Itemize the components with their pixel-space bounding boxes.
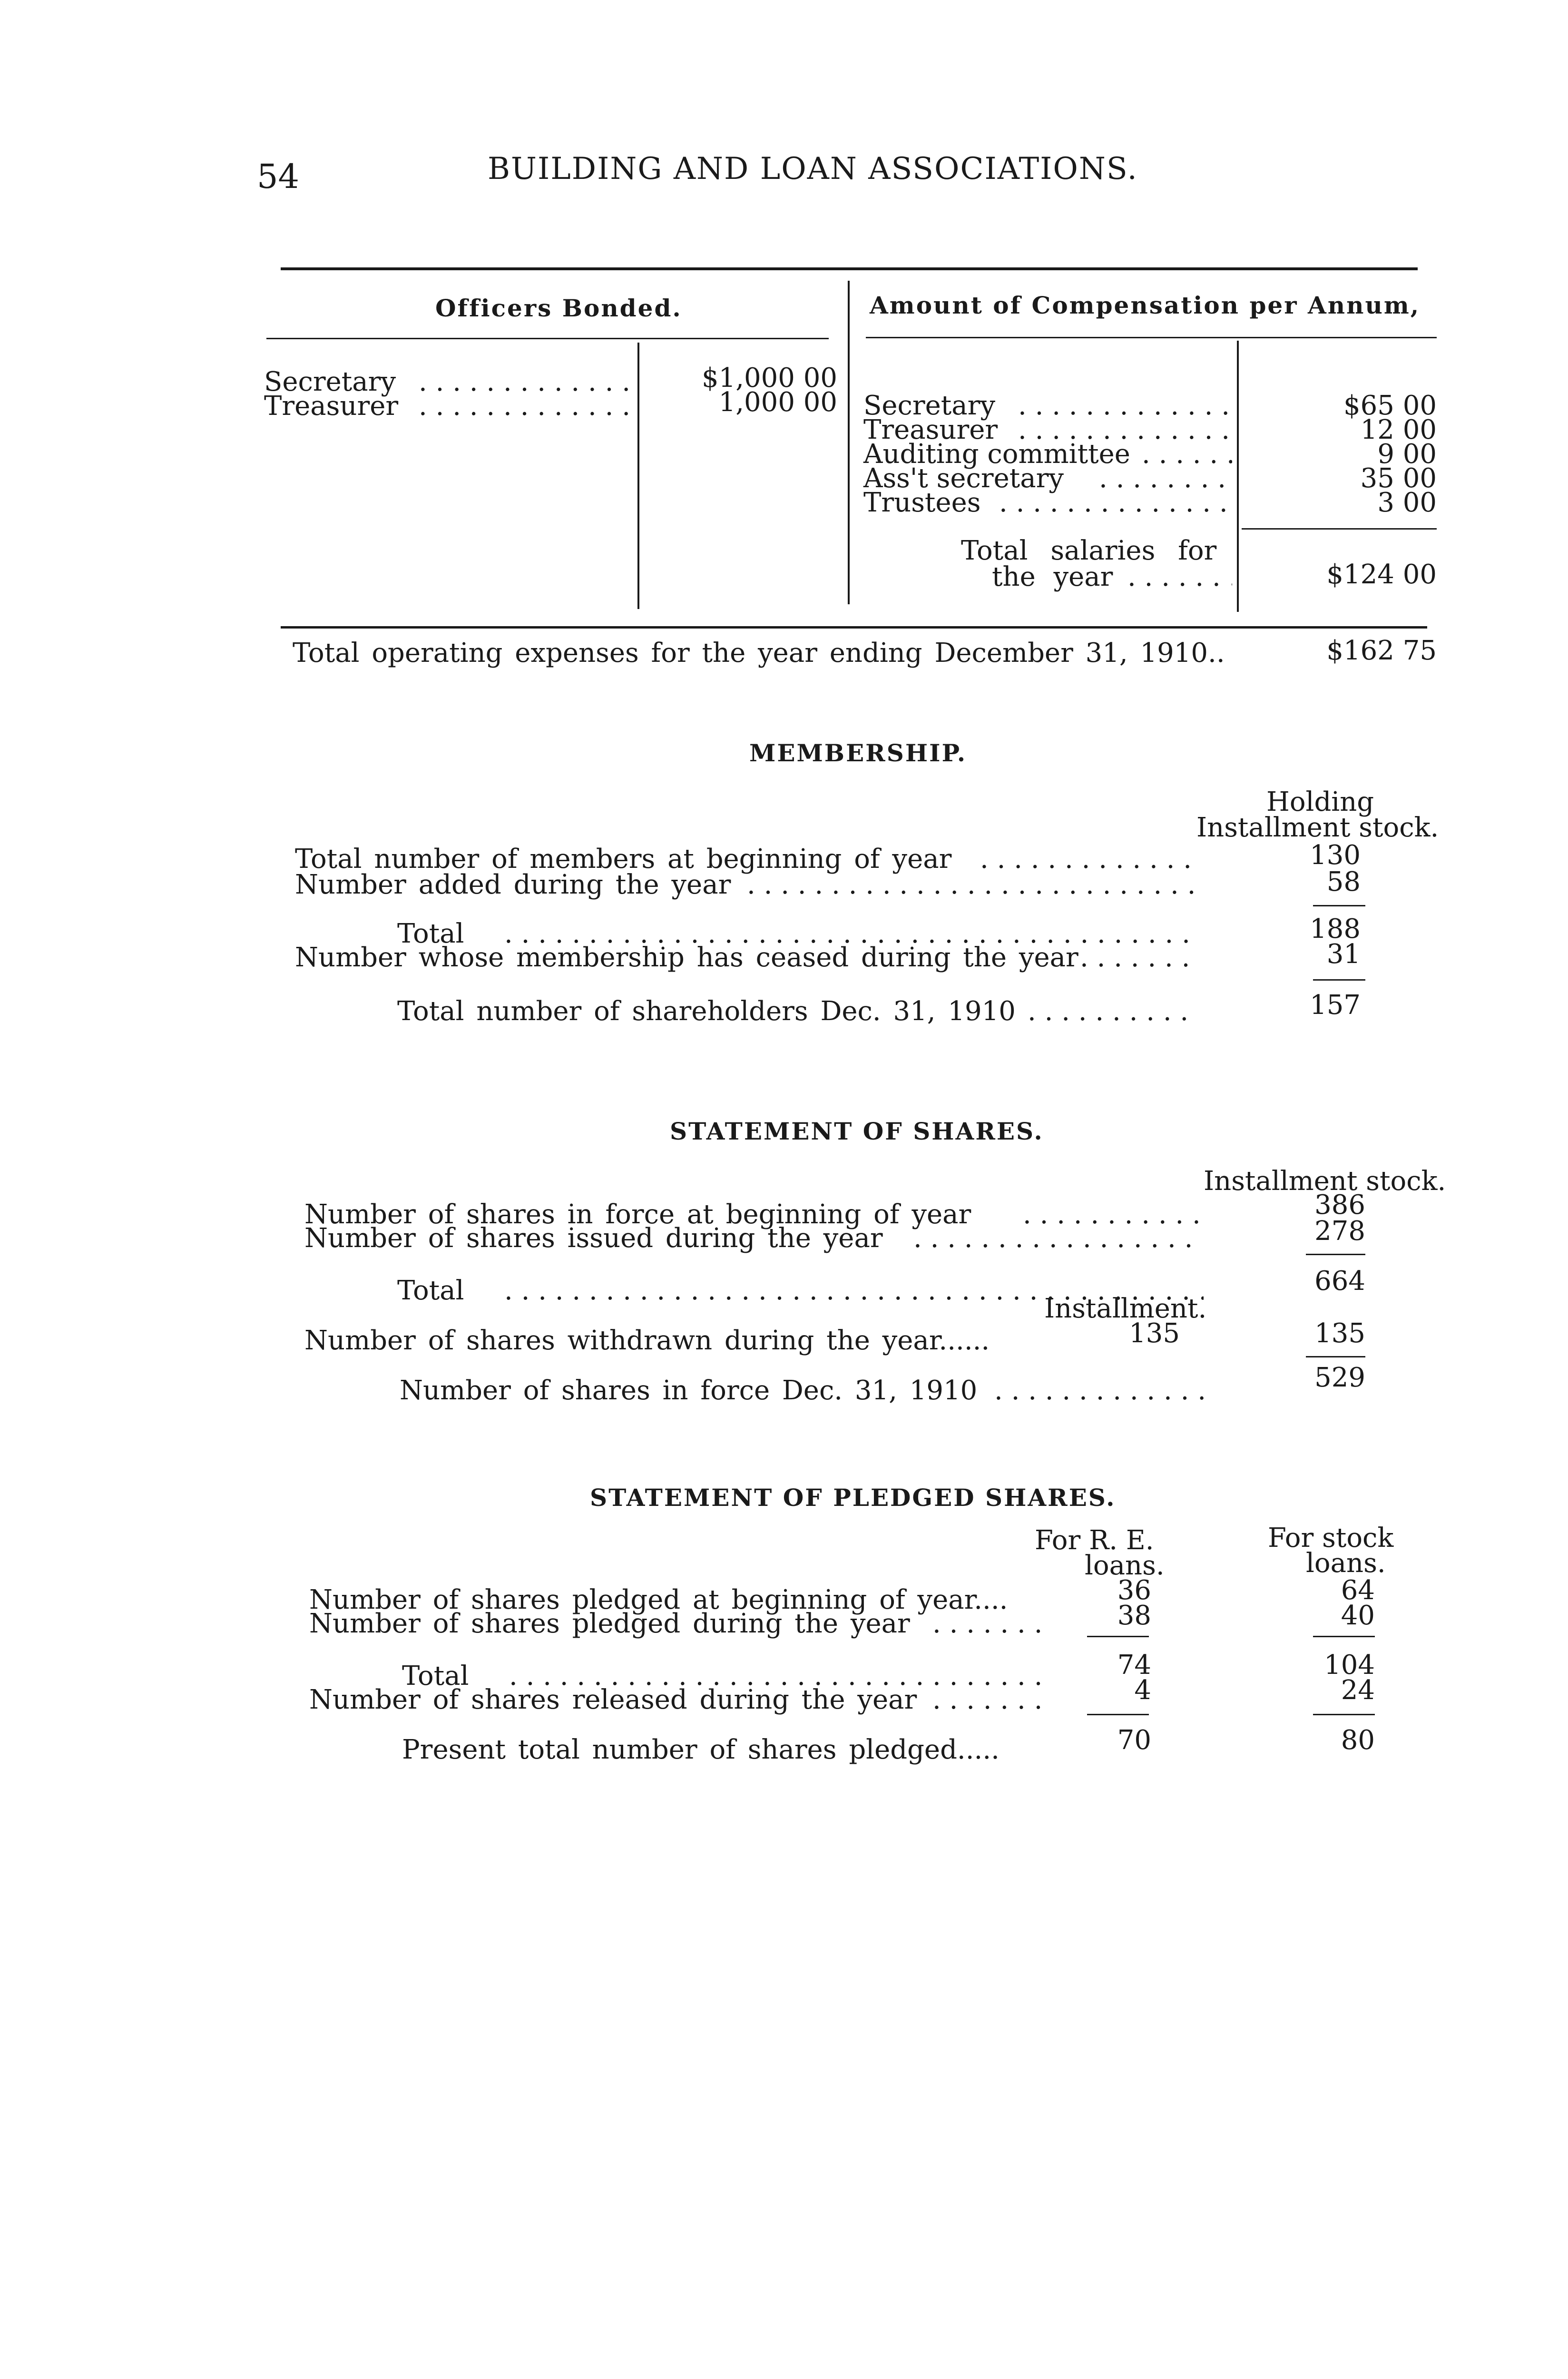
membership-sum-rule [1313, 905, 1365, 906]
officers-row-treasurer-label: Treasurer [264, 391, 399, 422]
shares-row-label: Number of shares in force at beginning of year [304, 1199, 971, 1230]
pledged-row-label: Total [402, 1661, 469, 1691]
pledged-sum-rule-stock [1313, 1636, 1375, 1637]
shares-sum-rule [1306, 1254, 1365, 1255]
membership-row-label: Number whose membership has ceased during the year [295, 942, 1078, 973]
comp-total-label-line2: the year [992, 561, 1113, 592]
shares-row-label: Number of shares withdrawn during the year...... [304, 1325, 990, 1356]
shares-heading: STATEMENT OF SHARES. [670, 1117, 1044, 1145]
shares-row-value: 386 [1314, 1190, 1365, 1220]
compensation-heading-rule [866, 337, 1437, 338]
officers-row-secretary-amount: $1,000 00 [701, 363, 837, 393]
running-title: BUILDING AND LOAN ASSOCIATIONS. [488, 151, 1138, 187]
pledged-row-stock-value: 40 [1341, 1600, 1375, 1631]
comp-row-amount: $65 00 [1343, 390, 1437, 421]
membership-row-label: Number added during the year [295, 869, 731, 900]
membership-row-value: 58 [1326, 866, 1361, 897]
membership-row-label: Total number of members at beginning of year [295, 844, 952, 875]
operating-expenses-amount: $162 75 [1326, 635, 1437, 666]
leader-dots [1080, 944, 1199, 971]
comp-row-label: Secretary [863, 390, 996, 421]
leader-dots [747, 872, 1199, 898]
leader-dots [1018, 393, 1232, 419]
membership-row-label: Total number of shareholders Dec. 31, 1910 [397, 996, 1016, 1027]
membership-sum-rule [1313, 979, 1365, 981]
pledged-col1-header-line2: loans. [1085, 1550, 1165, 1581]
shares-row-inner-value: 135 [1129, 1318, 1180, 1349]
shares-row-value: 529 [1314, 1362, 1365, 1393]
shares-inner-col-header: Installment. [1044, 1293, 1207, 1324]
leader-dots [1028, 998, 1199, 1025]
comp-total-amount: $124 00 [1326, 559, 1437, 590]
comp-row-label: Ass't secretary [863, 463, 1064, 494]
shares-row-value: 664 [1314, 1266, 1365, 1297]
pledged-col2-header-line2: loans. [1306, 1548, 1386, 1579]
membership-row-value: 157 [1310, 990, 1361, 1021]
pledged-row-label: Number of shares released during the year [309, 1684, 917, 1715]
compensation-amount-divider [1237, 341, 1239, 612]
operating-expenses-label: Total operating expenses for the year ending December 31, 1910.. [293, 638, 1225, 668]
pledged-row-stock-value: 64 [1341, 1575, 1375, 1606]
leader-dots [999, 490, 1232, 516]
leader-dots [994, 1377, 1204, 1404]
officers-heading-rule [266, 338, 829, 339]
leader-dots [419, 393, 633, 420]
shares-row-label: Number of shares in force Dec. 31, 1910 [400, 1375, 978, 1406]
pledged-row-re-value: 74 [1117, 1650, 1151, 1681]
comp-row-amount: 12 00 [1360, 414, 1437, 445]
leader-dots [1023, 1201, 1204, 1228]
officers-amount-divider [637, 343, 639, 609]
page-number: 54 [257, 157, 300, 196]
membership-row-value: 130 [1310, 840, 1361, 871]
leader-dots [913, 1225, 1204, 1252]
shares-row-label: Number of shares issued during the year [304, 1223, 883, 1254]
pledged-row-label: Number of shares pledged during the year [309, 1608, 910, 1639]
pledged-col1-header-line1: For R. E. [1035, 1525, 1154, 1556]
pledged-row-stock-value: 80 [1341, 1725, 1375, 1756]
comp-subtotal-rule [1242, 528, 1437, 530]
table-bottom-rule [281, 626, 1427, 629]
pledged-heading: STATEMENT OF PLEDGED SHARES. [590, 1484, 1116, 1512]
leader-dots [1099, 465, 1232, 492]
shares-col-header: Installment stock. [1204, 1166, 1446, 1197]
shares-sum-rule [1306, 1356, 1365, 1357]
comp-row-label: Treasurer [863, 414, 998, 445]
comp-row-label: Trustees [863, 487, 981, 518]
membership-heading: MEMBERSHIP. [749, 739, 967, 767]
compensation-heading: Amount of Compensation per Annum, [870, 291, 1421, 319]
membership-row-value: 31 [1326, 939, 1361, 970]
pledged-sum-rule-re [1087, 1636, 1149, 1637]
shares-row-value: 278 [1314, 1216, 1365, 1247]
membership-col-header-line2: Installment stock. [1196, 812, 1439, 843]
leader-dots [419, 369, 633, 395]
leader-dots [1127, 564, 1232, 590]
comp-total-label-line1: Total salaries for [961, 535, 1217, 566]
membership-row-label: Total [397, 918, 464, 949]
comp-row-amount: 35 00 [1360, 463, 1437, 494]
pledged-row-re-value: 4 [1134, 1675, 1151, 1706]
officers-bonded-heading: Officers Bonded. [435, 294, 682, 322]
comp-row-amount: 3 00 [1377, 487, 1437, 518]
shares-row-value: 135 [1314, 1318, 1365, 1349]
pledged-sum-rule-re [1087, 1714, 1149, 1715]
pledged-row-label: Present total number of shares pledged..... [402, 1734, 1000, 1765]
pledged-row-stock-value: 24 [1341, 1675, 1375, 1706]
leader-dots [980, 846, 1199, 873]
comp-row-label: Auditing committee [863, 439, 1130, 470]
membership-col-header-line1: Holding [1266, 786, 1374, 817]
pledged-row-re-value: 38 [1117, 1600, 1151, 1631]
shares-row-label: Total [397, 1275, 464, 1306]
pledged-row-stock-value: 104 [1324, 1650, 1375, 1681]
pledged-col2-header-line1: For stock [1268, 1523, 1394, 1553]
officers-row-secretary-label: Secretary [264, 366, 396, 397]
officers-row-treasurer-amount: 1,000 00 [718, 387, 837, 418]
pledged-row-re-value: 70 [1117, 1725, 1151, 1756]
comp-row-amount: 9 00 [1377, 439, 1437, 470]
pledged-row-label: Number of shares pledged at beginning of year.... [309, 1584, 1008, 1615]
table-top-rule [281, 267, 1418, 270]
membership-row-value: 188 [1310, 914, 1361, 944]
table-center-divider [848, 281, 850, 604]
leader-dots [1142, 441, 1232, 468]
pledged-row-re-value: 36 [1117, 1575, 1151, 1606]
pledged-sum-rule-stock [1313, 1714, 1375, 1715]
